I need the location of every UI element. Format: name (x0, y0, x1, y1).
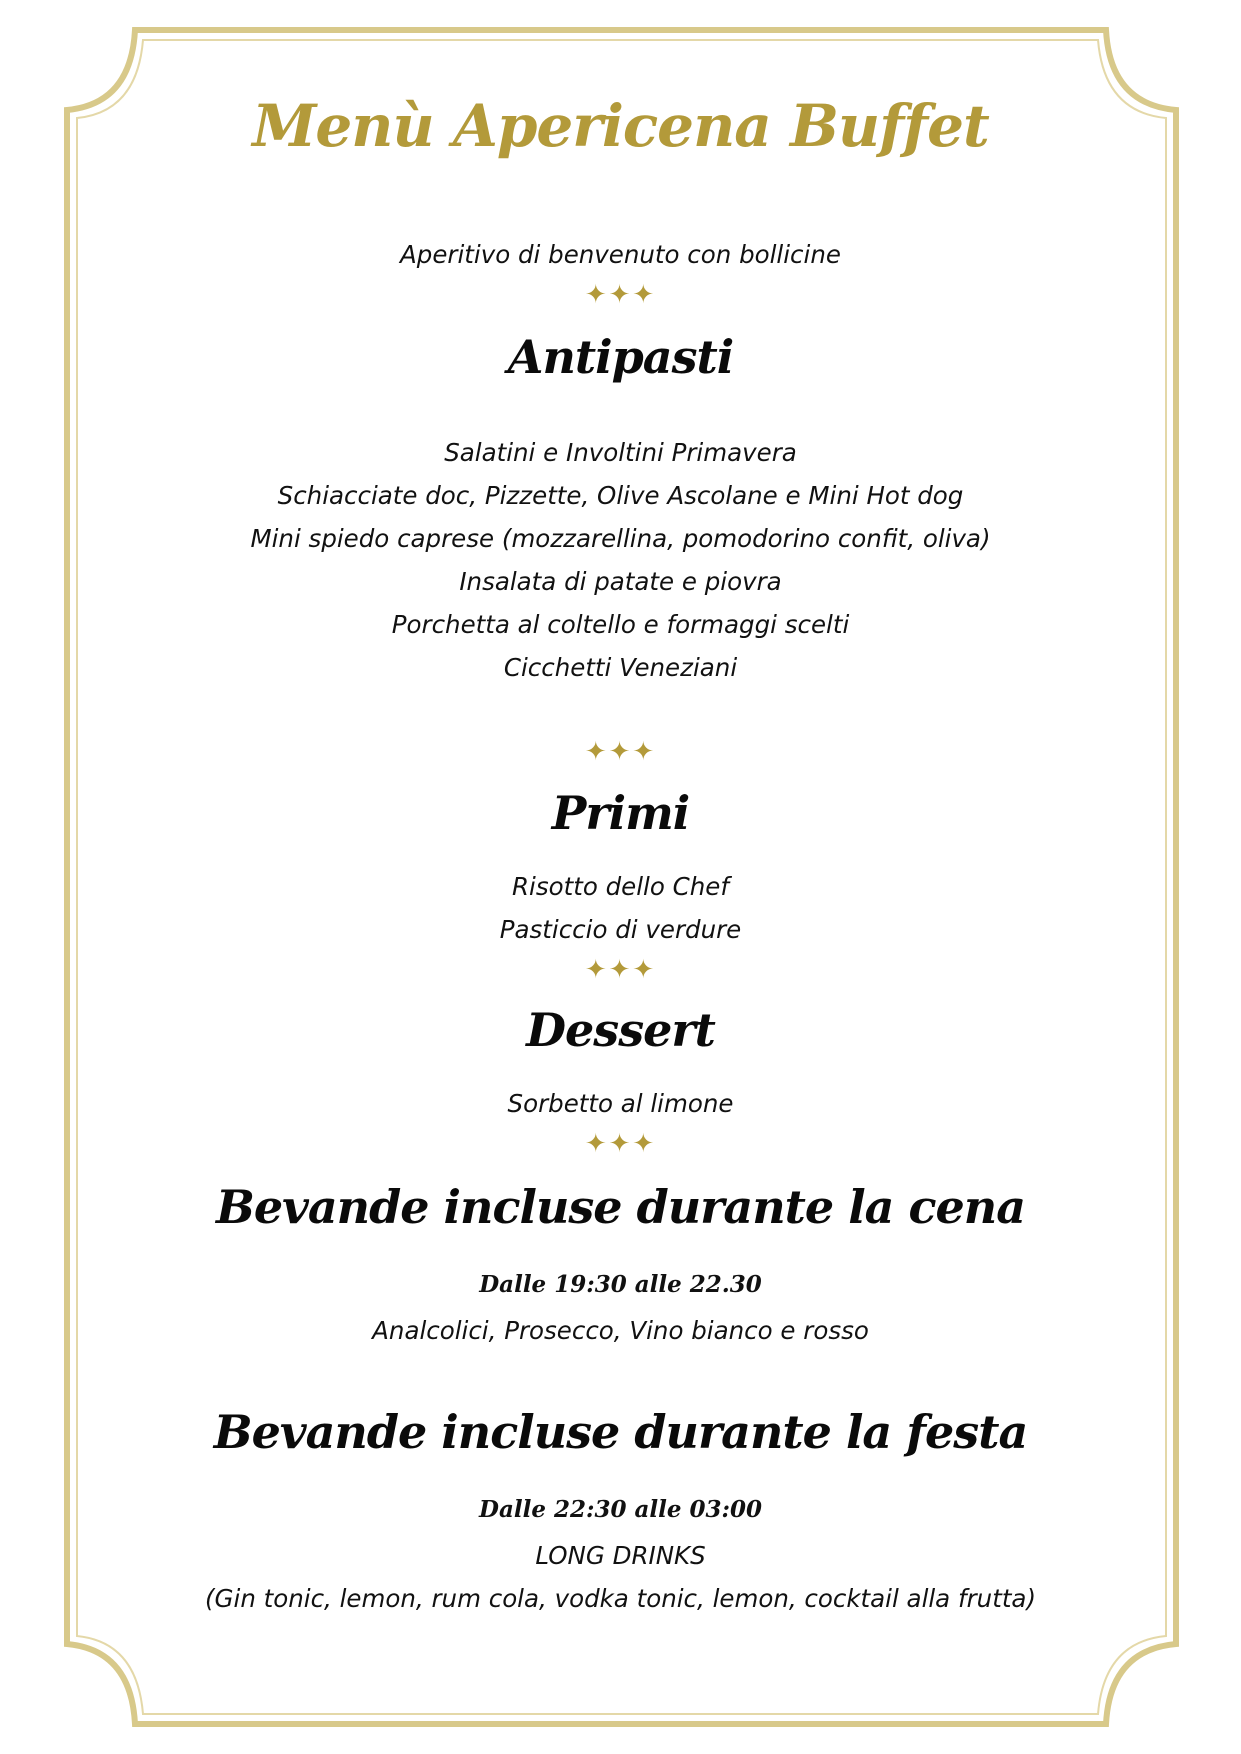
section-heading-bevande-cena: Bevande incluse durante la cena (215, 1180, 1026, 1234)
section-heading-antipasti: Antipasti (507, 330, 734, 384)
separator-icon: ✦✦✦ (584, 280, 657, 310)
list-item: Cicchetti Veneziani (503, 653, 738, 682)
intro-text: Aperitivo di benvenuto con bollicine (400, 240, 841, 269)
list-item: Salatini e Involtini Primavera (444, 438, 797, 467)
time-range: Dalle 22:30 alle 03:00 (479, 1496, 762, 1523)
list-item: Sorbetto al limone (507, 1089, 734, 1118)
separator-icon: ✦✦✦ (584, 1129, 657, 1159)
list-item: Porchetta al coltello e formaggi scelti (391, 610, 850, 639)
section-heading-primi: Primi (551, 786, 690, 840)
section-heading-dessert: Dessert (526, 1003, 715, 1057)
menu-title: Menù Apericena Buffet (252, 92, 989, 160)
list-item: Mini spiedo caprese (mozzarellina, pomodorino confit, oliva) (250, 524, 991, 553)
list-item: Pasticcio di verdure (499, 915, 742, 944)
separator-icon: ✦✦✦ (584, 737, 657, 767)
separator-icon: ✦✦✦ (584, 955, 657, 985)
list-item: Risotto dello Chef (512, 872, 729, 901)
list-item: LONG DRINKS (535, 1541, 706, 1570)
list-item: Schiacciate doc, Pizzette, Olive Ascolane e Mini Hot dog (277, 481, 964, 510)
time-range: Dalle 19:30 alle 22.30 (479, 1271, 762, 1298)
list-item: (Gin tonic, lemon, rum cola, vodka tonic, lemon, cocktail alla frutta) (204, 1584, 1036, 1613)
list-item: Analcolici, Prosecco, Vino bianco e rosso (372, 1316, 869, 1345)
list-item: Insalata di patate e piovra (459, 567, 782, 596)
section-heading-bevande-festa: Bevande incluse durante la festa (213, 1405, 1028, 1459)
